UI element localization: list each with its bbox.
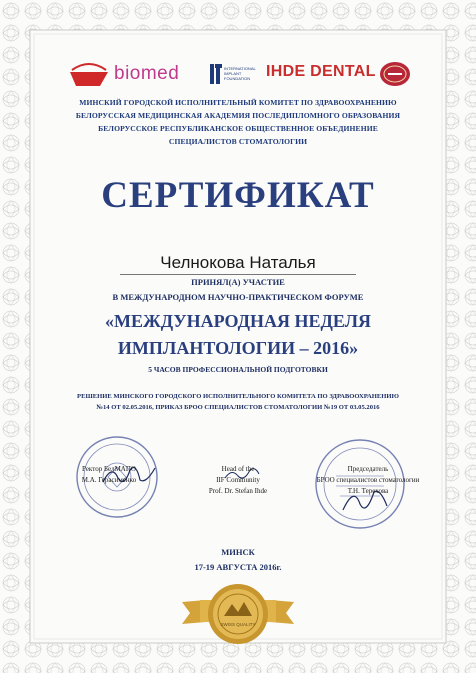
participated-text: ПРИНЯЛ(А) УЧАСТИЕ xyxy=(191,277,285,287)
seal-label: SWISS QUALITY xyxy=(220,622,256,627)
issuer-line-2: БЕЛОРУССКАЯ МЕДИЦИНСКАЯ АКАДЕМИЯ ПОСЛЕДИПЛОМНОГО ОБРАЗОВАНИЯ xyxy=(75,111,401,120)
signatory-3 xyxy=(306,464,430,497)
ift-logo-text: INTERNATIONAL IMPLANT FOUNDATION xyxy=(224,66,256,81)
event-prefix: В МЕЖДУНАРОДНОМ НАУЧНО-ПРАКТИЧЕСКОМ ФОРУМЕ xyxy=(112,292,364,302)
signatory-3-name: Т.Н. Терехова xyxy=(347,487,389,495)
gold-seal xyxy=(178,580,298,650)
recipient-name: Челнокова Наталья xyxy=(160,253,316,272)
decision-line-2: №14 ОТ 02.05.2016, ПРИКАЗ БРОО СПЕЦИАЛИСТОВ СТОМАТОЛОГИИ №19 ОТ 03.05.2016 xyxy=(96,404,380,411)
hours-text: 5 ЧАСОВ ПРОФЕССИОНАЛЬНОЙ ПОДГОТОВКИ xyxy=(148,365,328,374)
decision-line-1: РЕШЕНИЕ МИНСКОГО ГОРОДСКОГО ИСПОЛНИТЕЛЬНОГО КОМИТЕТА ПО ЗДРАВООХРАНЕНИЮ xyxy=(77,393,399,400)
signatory-3-role: Председатель xyxy=(347,465,389,473)
issuer-line-3: БЕЛОРУССКОЕ РЕСПУБЛИКАНСКОЕ ОБЩЕСТВЕННОЕ ОБЪЕДИНЕНИЕ xyxy=(98,124,378,133)
event-date: 17-19 АВГУСТА 2016г. xyxy=(194,562,282,572)
signatory-2 xyxy=(186,464,290,497)
issuer-line-4: СПЕЦИАЛИСТОВ СТОМАТОЛОГИИ xyxy=(168,137,308,146)
ihde-dental-logo: IHDE DENTAL xyxy=(266,63,376,80)
biomed-logo: biomed xyxy=(114,63,180,84)
red-logo-icon xyxy=(68,58,110,90)
signatory-2-role-2: IIF Community xyxy=(216,476,260,484)
signatory-2-name: Prof. Dr. Stefan Ihde xyxy=(208,487,268,495)
city: МИНСК xyxy=(221,547,255,557)
event-name-line-2: ИМПЛАНТОЛОГИИ – 2016» xyxy=(117,338,359,358)
bbb-logo-icon xyxy=(378,58,412,90)
signatory-3-org: БРОО специалистов стоматологии xyxy=(316,476,420,484)
sponsor-logos xyxy=(60,58,416,90)
signatory-1-role: Ректор БелМАПО xyxy=(82,465,136,473)
ift-logo-icon xyxy=(208,58,222,90)
event-name-line-1: «МЕЖДУНАРОДНАЯ НЕДЕЛЯ xyxy=(104,311,372,331)
issuer-line-1: МИНСКИЙ ГОРОДСКОЙ ИСПОЛНИТЕЛЬНЫЙ КОМИТЕТ ПО ЗДРАВООХРАНЕНИЮ xyxy=(79,98,397,107)
signatory-2-role-1: Head of the xyxy=(221,465,255,473)
recipient-underline xyxy=(120,274,356,275)
certificate-title: СЕРТИФИКАТ xyxy=(101,175,375,216)
signatory-1 xyxy=(64,464,154,486)
signatory-1-name: М.А. Герасименко xyxy=(81,476,137,484)
